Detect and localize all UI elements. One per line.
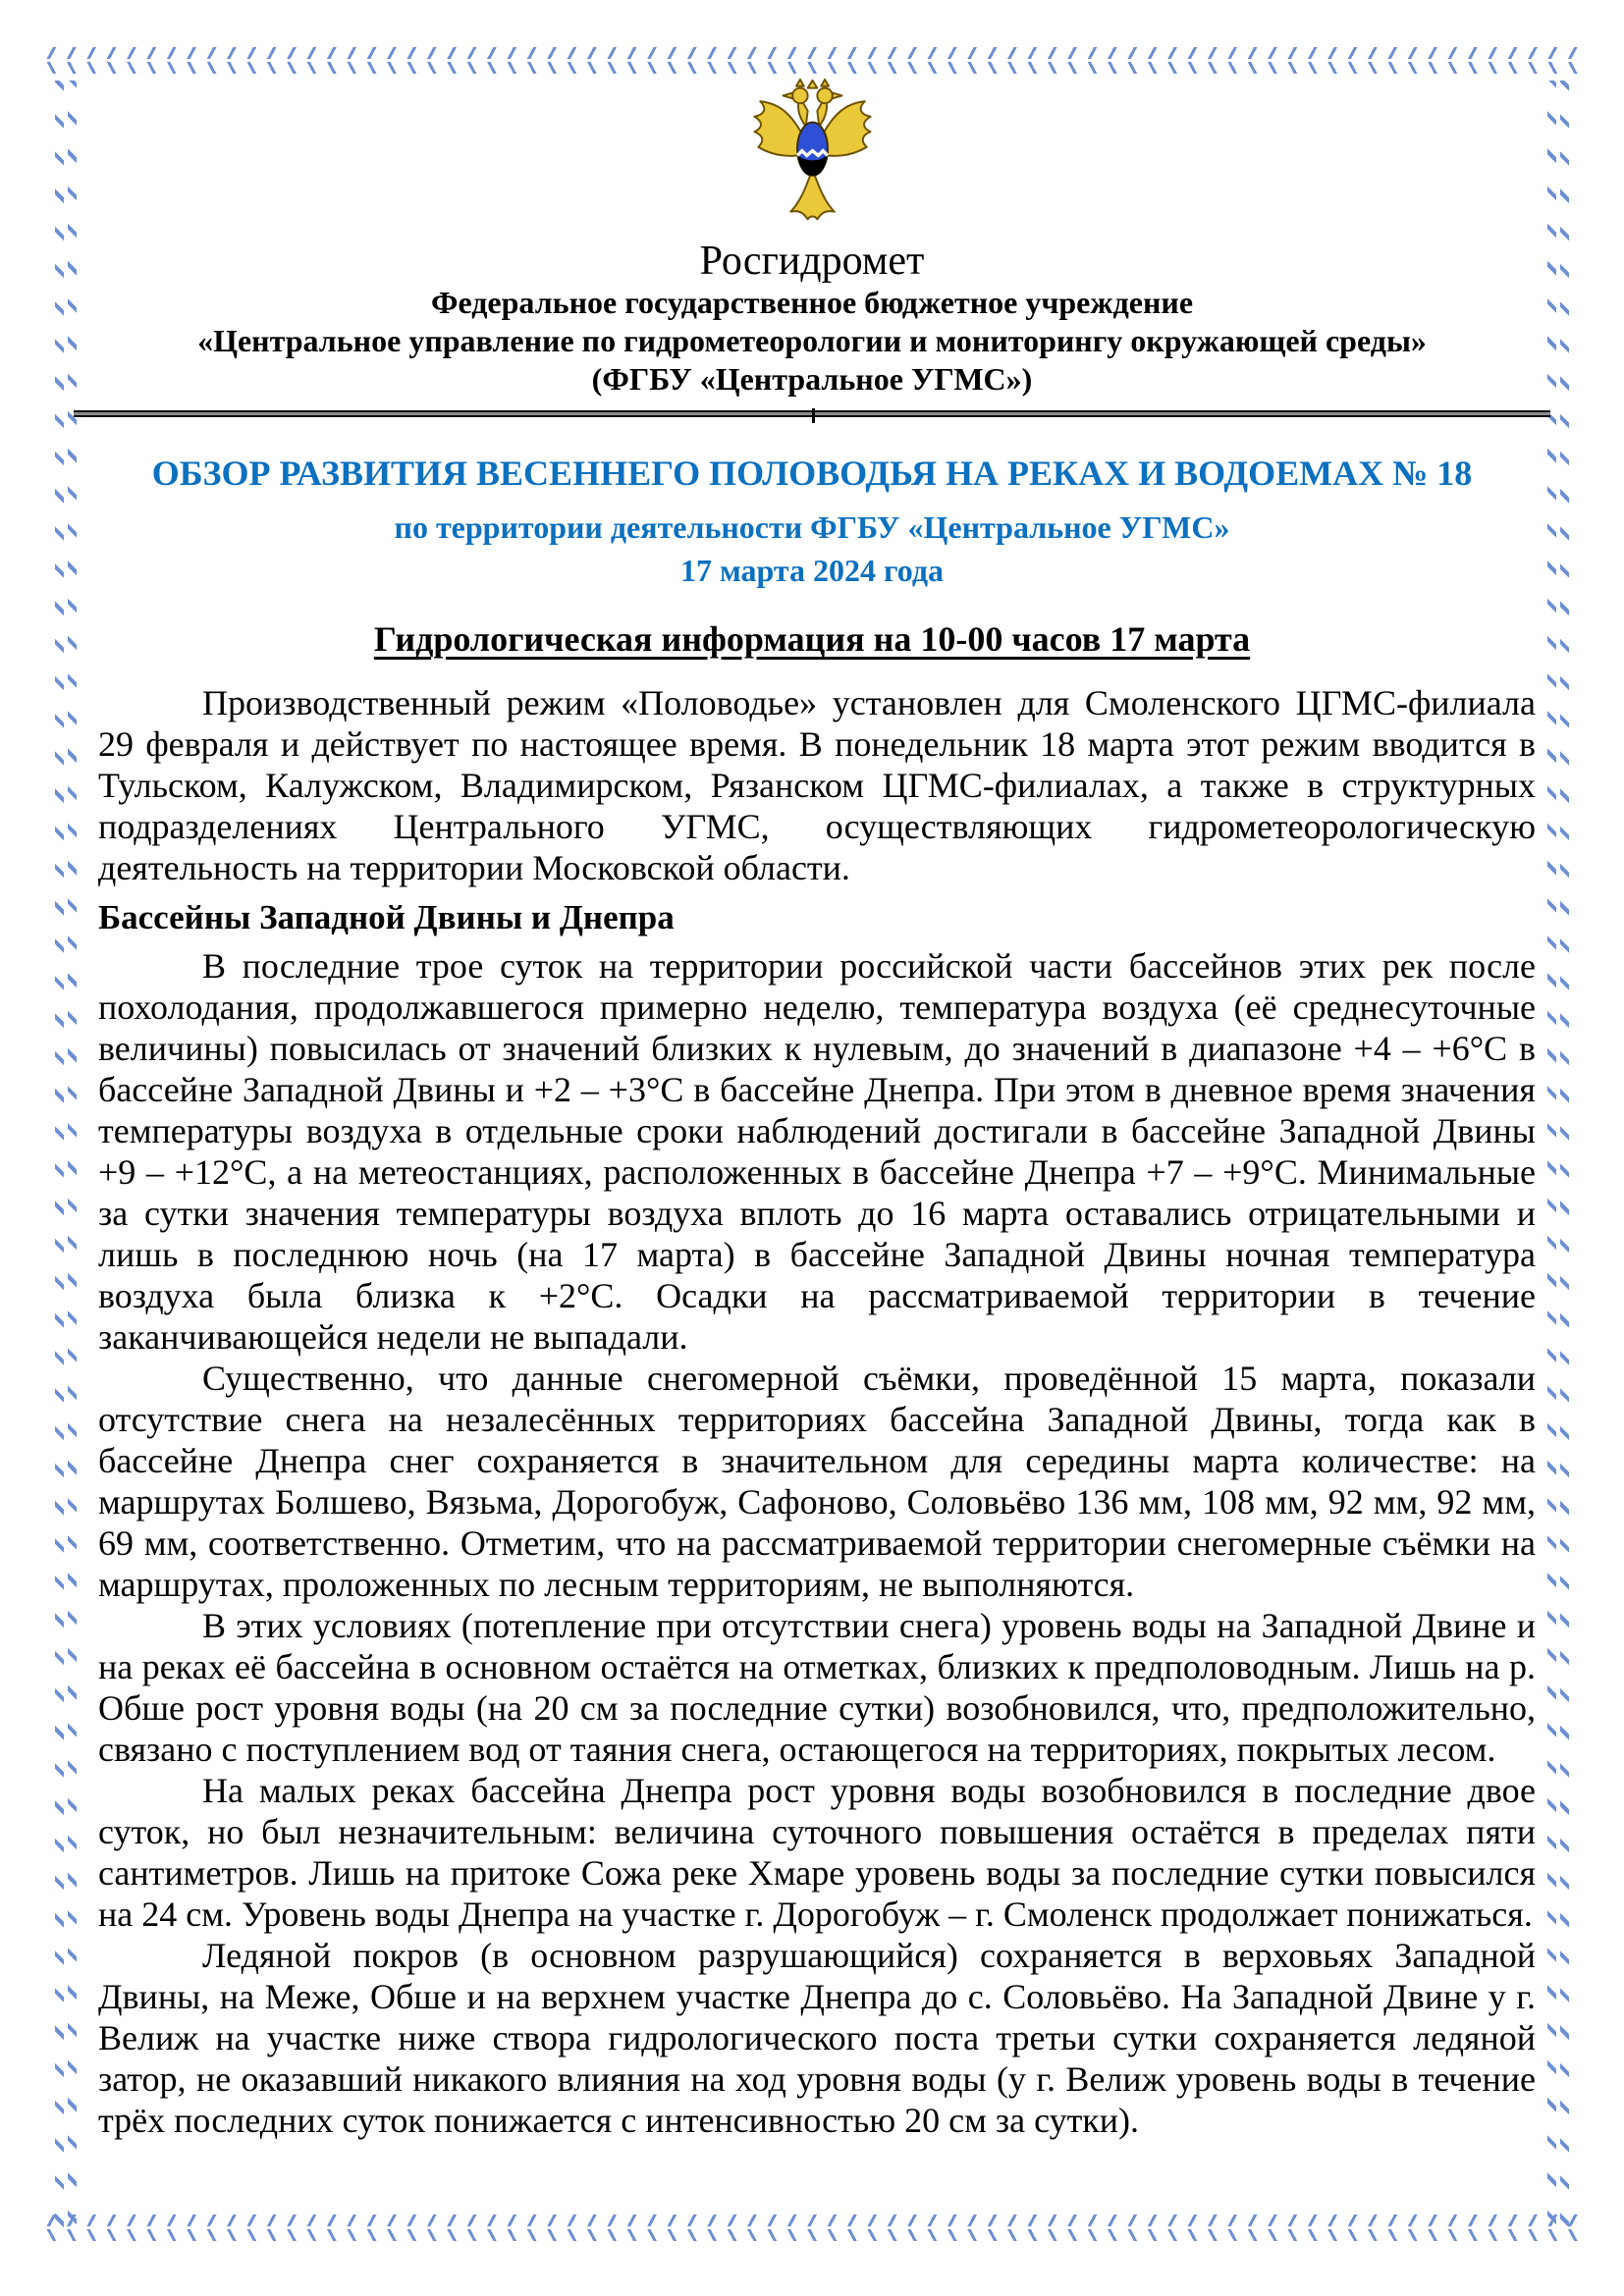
- roshydromet-eagle-emblem-icon: [731, 79, 893, 231]
- document-title: [0, 449, 1624, 592]
- paragraph: Ледяной покров (в основном разрушающийся) сохраняется в верховьях Западной Двины, на Меже, Обше и на верхнем участке Днепра до с. Соловьёво. На Западной Двине у г. Велиж на участке ниже створа гидрологического поста третьи сутки сохраняется ледяной затор, не оказавший никакого влияния на ход уровня воды (у г. Велиж уровень воды в течение трёх последних суток понижается с интенсивностью 20 см за сутки).: [98, 1936, 1536, 2140]
- document-body: [98, 682, 1536, 2141]
- subtitle-wrap: [0, 617, 1624, 661]
- paragraph-intro: Производственный режим «Половодье» установлен для Смоленского ЦГМС-филиала 29 февраля и действует по настоящее время. В понедельник 18 марта этот режим вводится в Тульском, Калужском, Владимирском, Рязанском ЦГМС-филиалах, а также в структурных подразделениях Центрального УГМС, осуществляющих гидрометеорологическую деятельность на территории Московской области.: [98, 683, 1536, 887]
- title-line-1: ОБЗОР РАЗВИТИЯ ВЕСЕННЕГО ПОЛОВОДЬЯ НА РЕКАХ И ВОДОЕМАХ № 18: [151, 454, 1473, 493]
- page-border-bottom: [45, 2229, 1579, 2241]
- org-subtitle-line: «Центральное управление по гидрометеорологии и мониторингу окружающей среды»: [197, 323, 1427, 358]
- org-name: Росгидромет: [699, 239, 925, 284]
- section-heading-basins: Бассейны Западной Двины и Днепра: [98, 898, 675, 936]
- title-date: 17 марта 2024 года: [679, 553, 945, 588]
- paragraph: На малых реках бассейна Днепра рост уровня воды возобновился в последние двое суток, но был незначительным: величина суточного повышения остаётся в пределах пяти сантиметров. Лишь на притоке Сожа реке Хмаре уровень воды за последние сутки повысился на 24 см. Уровень воды Днепра на участке г. Дорогобуж – г. Смоленск продолжает понижаться.: [98, 1771, 1536, 1934]
- page-border-right: [1547, 80, 1556, 2235]
- page-border-right: [1560, 80, 1569, 2235]
- org-subtitle-line: (ФГБУ «Центральное УГМС»): [591, 361, 1033, 397]
- divider-center-tick: [812, 408, 815, 423]
- title-line-2: по территории деятельности ФГБУ «Центральное УГМС»: [394, 509, 1230, 545]
- letterhead: [0, 0, 1624, 399]
- page-border-left: [55, 80, 64, 2235]
- paragraph: В последние трое суток на территории российской части бассейнов этих рек после похолодания, продолжавшегося примерно неделю, температура воздуха (её среднесуточные величины) повысилась от значений близких к нулевым, до значений в диапазоне +4 – +6°С в бассейне Западной Двины и +2 – +3°С в бассейне Днепра. При этом в дневное время значения температуры воздуха в отдельные сроки наблюдений достигали в бассейне Западной Двины +9 – +12°С, а на метеостанциях, расположенных в бассейне Днепра +7 – +9°С. Минимальные за сутки значения температуры воздуха вплоть до 16 марта оставались отрицательными и лишь в последнюю ночь (на 17 марта) в бассейне Западной Двины ночная температура воздуха была близка к +2°С. Осадки на рассматриваемой территории в течение заканчивающейся недели не выпадали.: [98, 946, 1536, 1357]
- hydro-info-subtitle: Гидрологическая информация на 10-00 часов 17 марта: [373, 619, 1251, 659]
- page-border-left: [68, 80, 77, 2235]
- page-border-bottom: [45, 2215, 1579, 2226]
- letterhead-divider: [74, 410, 1550, 417]
- org-subtitle-line: Федеральное государственное бюджетное учреждение: [430, 285, 1194, 320]
- paragraph: Существенно, что данные снегомерной съёмки, проведённой 15 марта, показали отсутствие снега на незалесённых территориях бассейна Западной Двины, тогда как в бассейне Днепра снег сохраняется в значительном для середины марта количестве: на маршрутах Болшево, Вязьма, Дорогобуж, Сафоново, Соловьёво 136 мм, 108 мм, 92 мм, 92 мм, 69 мм, соответственно. Отметим, что на рассматриваемой территории снегомерные съёмки на маршрутах, проложенных по лесным территориям, не выполняются.: [98, 1359, 1536, 1604]
- paragraph: В этих условиях (потепление при отсутствии снега) уровень воды на Западной Двине и на реках её бассейна в основном остаётся на отметках, близких к предполоводным. Лишь на р. Обше рост уровня воды (на 20 см за последние сутки) возобновился, что, предположительно, связано с поступлением вод от таяния снега, остающегося на территориях, покрытых лесом.: [98, 1606, 1536, 1769]
